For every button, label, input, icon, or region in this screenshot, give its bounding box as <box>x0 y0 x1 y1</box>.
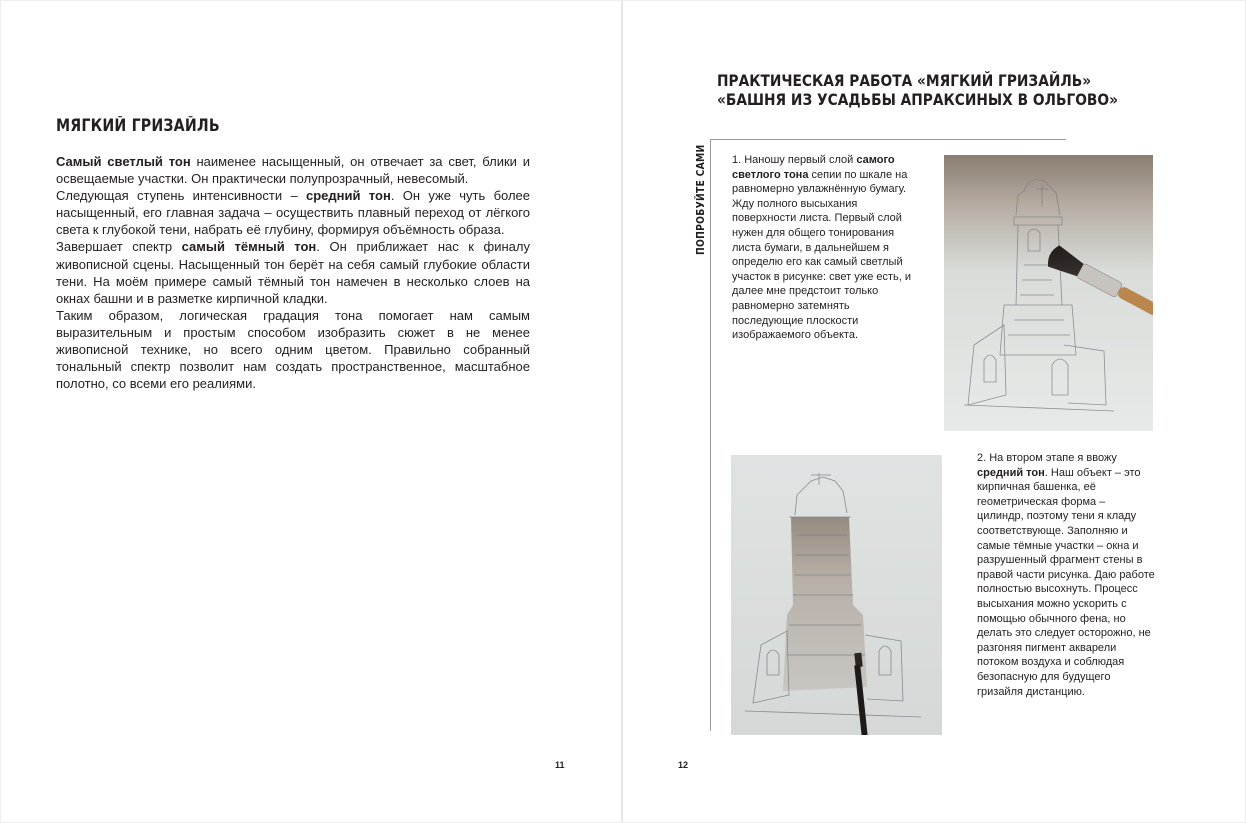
page-gutter <box>621 0 623 823</box>
step1-term: самого светлого тона <box>732 154 895 181</box>
step1-body: сепии по шкале на равномерно увлажнённую бумагу. Жду полного высыхания поверхности листа. Первый слой нужен для общего тонирования листа бумаги, в дальнейшем я определю его как самый светлый участок в рисунке: свет уже есть, и далее мне предстоит только равномерно затемнять последующие плоскости изображаемого объекта. <box>732 168 912 342</box>
term-lightest-tone: Самый светлый тон <box>56 154 191 169</box>
paragraph-text: Следующая ступень интенсивности – <box>56 188 307 204</box>
paragraph-text: наименее насыщенный, он отвечает за свет, блики и освещаемые участки. Он практически полупрозрачный, невесомый. <box>56 154 530 187</box>
term-darkest-tone: самый тёмный тон <box>181 239 317 255</box>
step2-term: средний тон <box>977 466 1045 479</box>
section-title: МЯГКИЙ ГРИЗАЙЛЬ <box>56 116 220 135</box>
side-label-text: ПОПРОБУЙТЕ САМИ <box>695 144 707 255</box>
step1-text <box>732 153 922 343</box>
frame-rule-left <box>710 139 711 731</box>
term-middle-tone: средний тон <box>306 188 391 204</box>
paragraph-lightest-tone <box>56 153 530 187</box>
paragraph-text: . Он приближает нас к финалу живописной сцены. Насыщенный тон берёт на себя самый глубокие области тени. На моём примере самый тёмный тон намечен в несколько слоев на окнах башни и в разметке кирпичной кладки. <box>56 239 531 306</box>
paragraph-middle-tone <box>56 187 530 238</box>
step1-photo <box>944 155 1153 431</box>
frame-rule-top <box>710 139 1066 140</box>
page-number-left: 11 <box>555 760 565 770</box>
step2-body: . Наш объект – это кирпичная башенка, её геометрическая форма – цилиндр, поэтому тени я кладу соответствующе. Заполняю и самые тёмные участки – окна и разрушенный фрагмент стены в правой части рисунка. Даю работе полностью высохнуть. Процесс высыхания можно ускорить с помощью обычного фена, но делать это следует осторожно, не разгоняя пигмент акварели потоком воздуха и соблюдая безопасную для будущего гризайля дистанцию. <box>977 466 1155 698</box>
paragraph-text: Завершает спектр <box>56 239 182 255</box>
body-text <box>56 153 530 392</box>
practice-heading <box>717 71 1118 109</box>
paragraph-conclusion <box>56 307 530 392</box>
paragraph-darkest-tone <box>56 238 530 306</box>
page-number-right: 12 <box>678 760 689 770</box>
paragraph-text: Таким образом, логическая градация тона помогает нам самым выразительным и простым способом изобразить сюжет в не менее живописной технике, но всего одним цветом. Правильно собранный тональный спектр позволит нам создать пространственное, масштабное полотно, со всеми его реалиями. <box>56 307 530 392</box>
step1-intro: 1. Наношу первый слой <box>732 154 857 166</box>
step2-text <box>977 451 1155 699</box>
step2-intro: 2. На втором этапе я ввожу <box>977 452 1117 464</box>
paragraph-text: . Он уже чуть более насыщенный, его главная задача – осуществить плавный переход от лёгкого света к глубокой тени, набрать её глубину, формируя объёмность образа. <box>56 188 531 238</box>
practice-heading-line2: «БАШНЯ ИЗ УСАДЬБЫ АПРАКСИНЫХ В ОЛЬГОВО» <box>717 90 1119 109</box>
step2-photo <box>731 455 942 735</box>
practice-heading-line1: ПРАКТИЧЕСКАЯ РАБОТА «МЯГКИЙ ГРИЗАЙЛЬ» <box>717 71 1092 90</box>
side-label <box>695 129 707 255</box>
